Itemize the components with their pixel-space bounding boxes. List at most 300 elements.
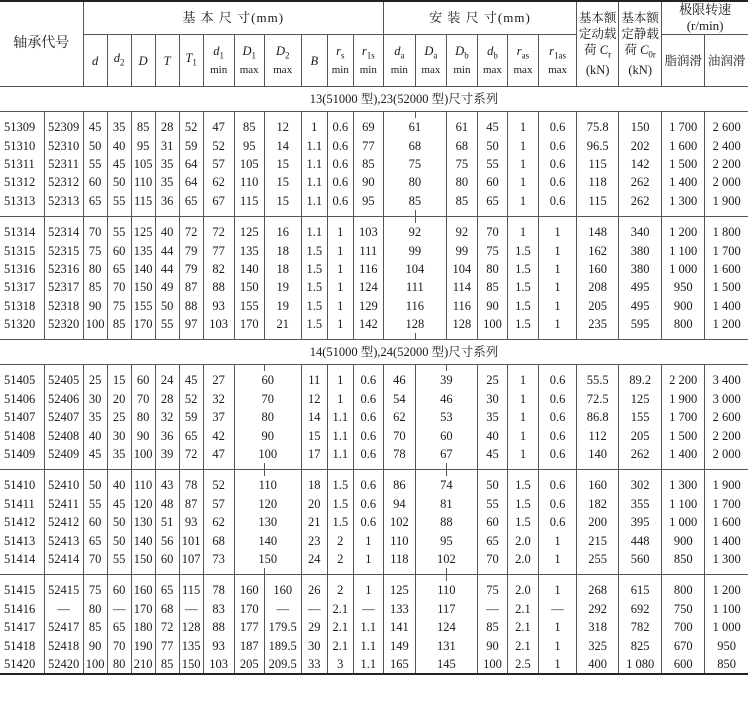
header-bearing-code: 轴承代号 bbox=[0, 1, 83, 87]
cell: 2.1 bbox=[327, 600, 353, 618]
cell: 1.5 bbox=[327, 476, 353, 494]
cell: 2.1 bbox=[507, 618, 538, 636]
cell: 1 bbox=[507, 408, 538, 426]
col-ras-max: $r_{as}$ max bbox=[507, 35, 538, 87]
cell: 700 bbox=[662, 618, 705, 636]
cell: 18 bbox=[264, 260, 301, 278]
cell: 1.1 bbox=[301, 223, 327, 241]
cell: 51407 bbox=[4, 410, 36, 425]
cell: 103 bbox=[203, 315, 234, 333]
cell: 141 bbox=[383, 618, 415, 636]
cell: 1 400 bbox=[662, 173, 705, 191]
col-db-min: $D_b$ min bbox=[446, 35, 477, 87]
table-row bbox=[0, 260, 748, 278]
dyn-load-unit: (kN) bbox=[585, 63, 610, 78]
cell: 165 bbox=[383, 655, 415, 674]
cell: 750 bbox=[662, 600, 705, 618]
cell: 96.5 bbox=[577, 136, 619, 154]
cell: 50 bbox=[83, 476, 107, 494]
dyn-load-line1: 基本额 bbox=[578, 10, 617, 25]
cell: 51 bbox=[155, 513, 179, 531]
cell: 2 200 bbox=[662, 371, 705, 389]
cell: 0.6 bbox=[539, 192, 577, 210]
cell: 205 bbox=[234, 655, 264, 674]
cell: 75 bbox=[83, 581, 107, 599]
cell: 50 bbox=[83, 136, 107, 154]
cell: 124 bbox=[415, 618, 477, 636]
cell: 93 bbox=[203, 297, 234, 315]
cell: 125 bbox=[234, 223, 264, 241]
cell: 52409 bbox=[44, 445, 83, 463]
cell: 0.6 bbox=[327, 155, 353, 173]
cell: 2 000 bbox=[705, 445, 748, 463]
cell: 128 bbox=[179, 618, 203, 636]
cell: 1 700 bbox=[662, 118, 705, 136]
cell: 1 700 bbox=[705, 495, 748, 513]
cell: 1 bbox=[327, 315, 353, 333]
cell: 85 bbox=[477, 278, 507, 296]
cell: 78 bbox=[383, 445, 415, 463]
cell: 37 bbox=[203, 408, 234, 426]
cell: 155 bbox=[619, 408, 662, 426]
cell: 72 bbox=[155, 618, 179, 636]
cell: 85 bbox=[477, 618, 507, 636]
cell: 28 bbox=[155, 390, 179, 408]
cell: 100 bbox=[83, 655, 107, 674]
cell: 45 bbox=[83, 118, 107, 136]
cell: 202 bbox=[619, 136, 662, 154]
cell: 0.6 bbox=[353, 476, 383, 494]
cell: 45 bbox=[83, 445, 107, 463]
cell: 51405 bbox=[4, 373, 36, 388]
cell: 42 bbox=[203, 426, 234, 444]
cell: 90 bbox=[477, 636, 507, 654]
col-r1as-max: $r_{1as}$ max bbox=[539, 35, 577, 87]
cell: 27 bbox=[203, 371, 234, 389]
cell: 104 bbox=[383, 260, 446, 278]
cell: 47 bbox=[203, 445, 234, 463]
cell: 60 bbox=[477, 513, 507, 531]
cell: 25 bbox=[477, 371, 507, 389]
cell: 30 bbox=[83, 390, 107, 408]
cell: 850 bbox=[662, 550, 705, 568]
cell: 60 bbox=[83, 173, 107, 191]
cell: 2 200 bbox=[705, 426, 748, 444]
cell: 1 100 bbox=[705, 600, 748, 618]
cell: 1.1 bbox=[327, 408, 353, 426]
cell: 85 bbox=[353, 155, 383, 173]
cell: 1 600 bbox=[662, 136, 705, 154]
cell: 70 bbox=[383, 426, 415, 444]
cell: 52309 bbox=[44, 118, 83, 136]
cell: 1 bbox=[327, 371, 353, 389]
col-r1s-min: $r_{1s}$ min bbox=[353, 35, 383, 87]
cell: 0.6 bbox=[539, 390, 577, 408]
cell: 1 300 bbox=[705, 550, 748, 568]
cell: 182 bbox=[577, 495, 619, 513]
cell: 0.6 bbox=[539, 173, 577, 191]
col-rs-min: $r_s$ min bbox=[327, 35, 353, 87]
cell: 0.6 bbox=[353, 390, 383, 408]
cell: 800 bbox=[662, 315, 705, 333]
cell: 1 700 bbox=[662, 408, 705, 426]
cell: 65 bbox=[83, 531, 107, 549]
cell: 39 bbox=[155, 445, 179, 463]
cell: 825 bbox=[619, 636, 662, 654]
cell: 72 bbox=[179, 445, 203, 463]
cell: 170 bbox=[131, 600, 155, 618]
cell: 93 bbox=[203, 636, 234, 654]
cell: 205 bbox=[619, 426, 662, 444]
cell: 1 100 bbox=[662, 241, 705, 259]
cell: 99 bbox=[383, 241, 446, 259]
table-row bbox=[0, 241, 748, 259]
cell: 189.5 bbox=[264, 636, 301, 654]
cell: 80 bbox=[383, 173, 446, 191]
cell: 187 bbox=[234, 636, 264, 654]
cell: 52411 bbox=[44, 495, 83, 513]
cell: 65 bbox=[477, 531, 507, 549]
cell: 1.5 bbox=[301, 315, 327, 333]
cell: 90 bbox=[131, 426, 155, 444]
cell: 55 bbox=[83, 495, 107, 513]
cell: 205 bbox=[577, 297, 619, 315]
cell: 560 bbox=[619, 550, 662, 568]
cell: 0.6 bbox=[539, 426, 577, 444]
cell: 57 bbox=[203, 495, 234, 513]
cell: 68 bbox=[383, 136, 446, 154]
cell: 150 bbox=[234, 550, 301, 568]
cell: 0.6 bbox=[539, 408, 577, 426]
cell: 51411 bbox=[4, 496, 35, 511]
cell: 17 bbox=[301, 445, 327, 463]
cell: 210 bbox=[131, 655, 155, 674]
table-row bbox=[0, 476, 748, 494]
cell: 1 bbox=[353, 550, 383, 568]
cell: 70 bbox=[83, 223, 107, 241]
cell: 20 bbox=[107, 390, 131, 408]
cell: 0.6 bbox=[353, 426, 383, 444]
cell: 1 bbox=[507, 223, 538, 241]
cell: 0.6 bbox=[327, 136, 353, 154]
cell: 18 bbox=[301, 476, 327, 494]
cell: 1.5 bbox=[301, 297, 327, 315]
cell: 235 bbox=[577, 315, 619, 333]
cell: 52315 bbox=[44, 241, 83, 259]
cell: 45 bbox=[107, 495, 131, 513]
cell: 62 bbox=[203, 513, 234, 531]
cell: 77 bbox=[203, 241, 234, 259]
header-installation-dimensions: 安 装 尺 寸(mm) bbox=[383, 1, 576, 35]
cell: 115 bbox=[179, 581, 203, 599]
cell: 45 bbox=[179, 371, 203, 389]
cell: 94 bbox=[383, 495, 415, 513]
cell: 3 400 bbox=[705, 371, 748, 389]
cell: 1 100 bbox=[662, 495, 705, 513]
cell: 150 bbox=[234, 278, 264, 296]
cell: 0.6 bbox=[539, 371, 577, 389]
cell: 92 bbox=[383, 223, 446, 241]
cell: 43 bbox=[155, 476, 179, 494]
cell: 68 bbox=[155, 600, 179, 618]
cell: — bbox=[179, 600, 203, 618]
cell: 1 bbox=[507, 390, 538, 408]
cell: 95 bbox=[234, 136, 264, 154]
cell: 21 bbox=[301, 513, 327, 531]
cell: 85 bbox=[155, 655, 179, 674]
cell: 64 bbox=[179, 155, 203, 173]
cell: 61 bbox=[446, 118, 477, 136]
cell: 2.1 bbox=[507, 600, 538, 618]
cell: 52407 bbox=[44, 408, 83, 426]
cell: 50 bbox=[107, 513, 131, 531]
table-row bbox=[0, 155, 748, 173]
cell: 90 bbox=[477, 297, 507, 315]
cell: 3 000 bbox=[705, 390, 748, 408]
static-load-unit: (kN) bbox=[628, 63, 652, 78]
cell: 1 000 bbox=[662, 260, 705, 278]
cell: 0.6 bbox=[539, 118, 577, 136]
cell: 15 bbox=[264, 155, 301, 173]
header-static-load bbox=[619, 1, 662, 87]
cell: 110 bbox=[131, 173, 155, 191]
section-title-14-24: 14(51000 型),24(52000 型)尺寸系列 bbox=[0, 340, 748, 365]
cell: 950 bbox=[662, 278, 705, 296]
cell: 117 bbox=[415, 600, 477, 618]
cell: 75.8 bbox=[577, 118, 619, 136]
cell: 52312 bbox=[44, 173, 83, 191]
cell: 101 bbox=[179, 531, 203, 549]
cell: 155 bbox=[234, 297, 264, 315]
cell: 52310 bbox=[44, 136, 83, 154]
cell: 52311 bbox=[44, 155, 83, 173]
table-row bbox=[0, 408, 748, 426]
cell: 1.5 bbox=[507, 278, 538, 296]
dyn-load-line2: 定动载 bbox=[578, 26, 617, 41]
cell: 2.1 bbox=[507, 636, 538, 654]
cell: 179.5 bbox=[264, 618, 301, 636]
cell: 52320 bbox=[44, 315, 83, 333]
cell: 54 bbox=[383, 390, 415, 408]
cell: 51412 bbox=[4, 515, 36, 530]
cell: 51311 bbox=[4, 156, 35, 171]
cell: 110 bbox=[234, 476, 301, 494]
table-row bbox=[0, 390, 748, 408]
cell: 1 bbox=[539, 278, 577, 296]
cell: 86.8 bbox=[577, 408, 619, 426]
cell: 2 bbox=[327, 531, 353, 549]
cell: 2 600 bbox=[705, 118, 748, 136]
cell: 2 bbox=[327, 550, 353, 568]
cell: 1 bbox=[539, 581, 577, 599]
cell: 52406 bbox=[44, 390, 83, 408]
cell: 0.6 bbox=[539, 495, 577, 513]
cell: 318 bbox=[577, 618, 619, 636]
cell: 19 bbox=[264, 297, 301, 315]
cell: 118 bbox=[383, 550, 415, 568]
table-row bbox=[0, 655, 748, 674]
cell: 55 bbox=[477, 155, 507, 173]
col-db-max: $d_b$ max bbox=[477, 35, 507, 87]
cell: 1 bbox=[353, 531, 383, 549]
cell: 782 bbox=[619, 618, 662, 636]
cell: 0.6 bbox=[539, 155, 577, 173]
cell: 79 bbox=[179, 260, 203, 278]
cell: 70 bbox=[83, 550, 107, 568]
col-t: T bbox=[155, 35, 179, 87]
cell: 80 bbox=[131, 408, 155, 426]
cell: 325 bbox=[577, 636, 619, 654]
cell: 1 600 bbox=[705, 260, 748, 278]
cell: 70 bbox=[234, 390, 301, 408]
dyn-load-line3: 荷 $C_r$ bbox=[584, 42, 612, 60]
cell: 1 900 bbox=[705, 476, 748, 494]
cell: 83 bbox=[203, 600, 234, 618]
cell: 1 bbox=[327, 260, 353, 278]
cell: 2.1 bbox=[327, 636, 353, 654]
cell: 670 bbox=[662, 636, 705, 654]
cell: 78 bbox=[203, 581, 234, 599]
cell: 1 200 bbox=[662, 223, 705, 241]
cell: 31 bbox=[155, 136, 179, 154]
cell: 90 bbox=[83, 297, 107, 315]
section-title-13-23: 13(51000 型),23(52000 型)尺寸系列 bbox=[0, 87, 748, 112]
cell: 70 bbox=[107, 636, 131, 654]
table-row bbox=[0, 118, 748, 136]
cell: 86 bbox=[383, 476, 415, 494]
cell: 29 bbox=[301, 618, 327, 636]
cell: 12 bbox=[301, 390, 327, 408]
cell: 1 900 bbox=[705, 192, 748, 210]
cell: 112 bbox=[577, 426, 619, 444]
cell: 2.0 bbox=[507, 550, 538, 568]
cell: 1 500 bbox=[662, 426, 705, 444]
cell: 1 bbox=[507, 426, 538, 444]
cell: 16 bbox=[264, 223, 301, 241]
cell: 135 bbox=[131, 241, 155, 259]
cell: 0.6 bbox=[539, 476, 577, 494]
cell: 87 bbox=[179, 278, 203, 296]
cell: 131 bbox=[415, 636, 477, 654]
cell: 1 bbox=[327, 278, 353, 296]
cell: 55 bbox=[107, 192, 131, 210]
cell: 800 bbox=[662, 581, 705, 599]
cell: 51417 bbox=[4, 620, 36, 635]
cell: 1.5 bbox=[327, 495, 353, 513]
cell: 14 bbox=[301, 408, 327, 426]
cell: 30 bbox=[477, 390, 507, 408]
cell: 32 bbox=[203, 390, 234, 408]
cell: 33 bbox=[301, 655, 327, 674]
cell: 14 bbox=[264, 136, 301, 154]
col-d: D bbox=[131, 35, 155, 87]
cell: 1 bbox=[327, 241, 353, 259]
cell: 1 000 bbox=[662, 513, 705, 531]
cell: 62 bbox=[383, 408, 415, 426]
cell: 100 bbox=[131, 445, 155, 463]
cell: 1 bbox=[327, 390, 353, 408]
cell: 115 bbox=[234, 192, 264, 210]
cell: 52317 bbox=[44, 278, 83, 296]
cell: 70 bbox=[477, 550, 507, 568]
cell: 75 bbox=[107, 297, 131, 315]
cell: 149 bbox=[383, 636, 415, 654]
cell: 124 bbox=[353, 278, 383, 296]
cell: 140 bbox=[131, 260, 155, 278]
cell: 1 bbox=[539, 655, 577, 674]
cell: 52415 bbox=[44, 581, 83, 599]
cell: 128 bbox=[383, 315, 446, 333]
cell: 448 bbox=[619, 531, 662, 549]
cell: 111 bbox=[353, 241, 383, 259]
cell: 51315 bbox=[4, 243, 36, 258]
cell: 2 600 bbox=[705, 408, 748, 426]
cell: 155 bbox=[131, 297, 155, 315]
cell: 170 bbox=[234, 315, 264, 333]
cell: 692 bbox=[619, 600, 662, 618]
cell: 3 bbox=[327, 655, 353, 674]
cell: 0.6 bbox=[327, 173, 353, 191]
cell: 65 bbox=[83, 192, 107, 210]
cell: 24 bbox=[155, 371, 179, 389]
cell: 75 bbox=[83, 241, 107, 259]
col-d2-max: $D_2$ max bbox=[264, 35, 301, 87]
table-row bbox=[0, 445, 748, 463]
cell: 1.5 bbox=[507, 260, 538, 278]
cell: 1 bbox=[507, 118, 538, 136]
cell: 114 bbox=[446, 278, 477, 296]
cell: 130 bbox=[131, 513, 155, 531]
col-da-min: $d_a$ min bbox=[383, 35, 415, 87]
static-load-line1: 基本额 bbox=[621, 10, 659, 25]
cell: 262 bbox=[619, 192, 662, 210]
cell: 46 bbox=[383, 371, 415, 389]
table-row bbox=[0, 173, 748, 191]
cell: 85 bbox=[83, 618, 107, 636]
table-row bbox=[0, 315, 748, 333]
cell: 129 bbox=[353, 297, 383, 315]
cell: 140 bbox=[234, 531, 301, 549]
cell: 1.1 bbox=[327, 445, 353, 463]
cell: 77 bbox=[353, 136, 383, 154]
cell: 32 bbox=[155, 408, 179, 426]
cell: 150 bbox=[131, 278, 155, 296]
cell: 1.5 bbox=[301, 241, 327, 259]
cell: 51413 bbox=[4, 533, 36, 548]
cell: 36 bbox=[155, 192, 179, 210]
cell: 88 bbox=[203, 618, 234, 636]
cell: 1.5 bbox=[327, 513, 353, 531]
cell: 15 bbox=[301, 426, 327, 444]
cell: 75 bbox=[446, 155, 477, 173]
cell: 1.1 bbox=[301, 173, 327, 191]
cell: 52414 bbox=[44, 550, 83, 568]
cell: 0.6 bbox=[353, 513, 383, 531]
cell: 52 bbox=[179, 118, 203, 136]
cell: 99 bbox=[446, 241, 477, 259]
cell: 52405 bbox=[44, 371, 83, 389]
cell: 80 bbox=[107, 655, 131, 674]
table-row bbox=[0, 550, 748, 568]
cell: 52318 bbox=[44, 297, 83, 315]
cell: 21 bbox=[264, 315, 301, 333]
table-row bbox=[0, 371, 748, 389]
cell: 2.1 bbox=[327, 618, 353, 636]
cell: 52316 bbox=[44, 260, 83, 278]
table-row bbox=[0, 600, 748, 618]
cell: 103 bbox=[203, 655, 234, 674]
cell: 1 bbox=[507, 371, 538, 389]
